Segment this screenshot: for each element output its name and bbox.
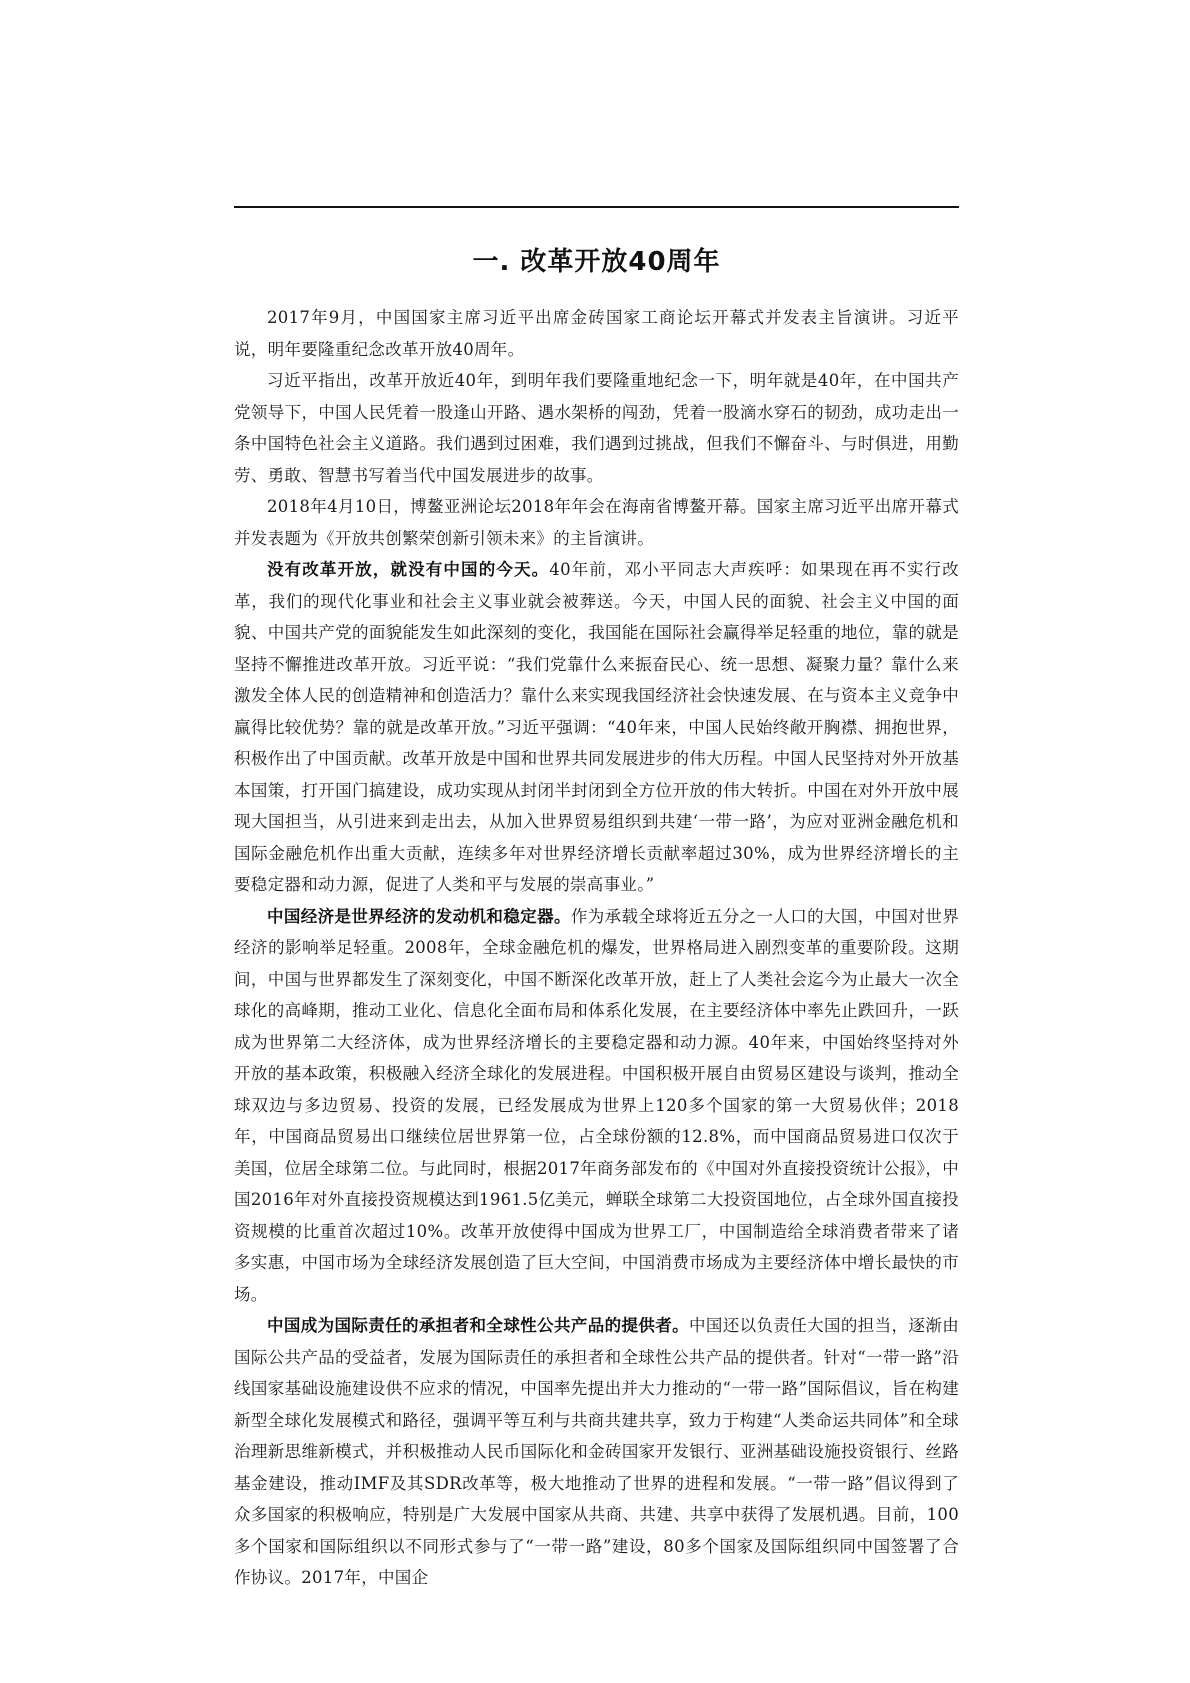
paragraph-lead-heading: 没有改革开放，就没有中国的今天。 [267,560,550,579]
section-title: 一. 改革开放40周年 [472,247,721,277]
paragraph-text: 40年前，邓小平同志大声疾呼：如果现在再不实行改革，我们的现代化事业和社会主义事业就会被葬送。今天，中国人民的面貌、社会主义中国的面貌、中国共产党的面貌能发生如此深刻的变化，我国能在国际社会赢得举足轻重的地位，靠的就是坚持不懈推进改革开放。习近平说：“我们党靠什么来振奋民心、统一思想、凝聚力量？靠什么来激发全体人民的创造精神和创造活力？靠什么来实现我国经济社会快速发展、在与资本主义竞争中赢得比较优势？靠的就是改革开放。”习近平强调：“40年来，中国人民始终敞开胸襟、拥抱世界，积极作出了中国贡献。改革开放是中国和世界共同发展进步的伟大历程。中国人民坚持对外开放基本国策，打开国门搞建设，成功实现从封闭半封闭到全方位开放的伟大转折。中国在对外开放中展现大国担当，从引进来到走出去，从加入世界贸易组织到共建‘一带一路’，为应对亚洲金融危机和国际金融危机作出重大贡献，连续多年对世界经济增长贡献率超过30%，成为世界经济增长的主要稳定器和动力源，促进了人类和平与发展的崇高事业。” [234,560,959,894]
header-rule [234,206,959,208]
paragraph-lead-heading: 中国成为国际责任的承担者和全球性公共产品的提供者。 [267,1316,689,1335]
document-body [234,242,959,1594]
paragraph-text: 2017年9月，中国国家主席习近平出席金砖国家工商论坛开幕式并发表主旨演讲。习近平说，明年要隆重纪念改革开放40周年。 [234,308,959,359]
paragraph-4 [234,554,959,901]
paragraph-3 [234,491,959,554]
paragraph-lead-heading: 中国经济是世界经济的发动机和稳定器。 [267,906,571,926]
paragraph-text: 中国还以负责任大国的担当，逐渐由国际公共产品的受益者，发展为国际责任的承担者和全球性公共产品的提供者。针对“一带一路”沿线国家基础设施建设供不应求的情况，中国率先提出并大力推动的“一带一路”国际倡议，旨在构建新型全球化发展模式和路径，强调平等互利与共商共建共享，致力于构建“人类命运共同体”和全球治理新思维新模式，并积极推动人民币国际化和金砖国家开发银行、亚洲基础设施投资银行、丝路基金建设，推动IMF及其SDR改革等，极大地推动了世界的进程和发展。“一带一路”倡议得到了众多国家的积极响应，特别是广大发展中国家从共商、共建、共享中获得了发展机遇。目前，100多个国家和国际组织以不同形式参与了“一带一路”建设，80多个国家及国际组织同中国签署了合作协议。2017年，中国企 [234,1316,959,1587]
paragraph-text: 作为承载全球将近五分之一人口的大国，中国对世界经济的影响举足轻重。2008年，全球金融危机的爆发，世界格局进入剧烈变革的重要阶段。这期间，中国与世界都发生了深刻变化，中国不断深化改革开放，赶上了人类社会迄今为止最大一次全球化的高峰期，推动工业化、信息化全面布局和体系化发展，在主要经济体中率先止跌回升，一跃成为世界第二大经济体，成为世界经济增长的主要稳定器和动力源。40年来，中国始终坚持对外开放的基本政策，积极融入经济全球化的发展进程。中国积极开展自由贸易区建设与谈判，推动全球双边与多边贸易、投资的发展，已经发展成为世界上120多个国家的第一大贸易伙伴；2018年，中国商品贸易出口继续位居世界第一位，占全球份额的12.8%，而中国商品贸易进口仅次于美国，位居全球第二位。与此同时，根据2017年商务部发布的《中国对外直接投资统计公报》，中国2016年对外直接投资规模达到1961.5亿美元，蝉联全球第二大投资国地位，占全球外国直接投资规模的比重首次超过10%。改革开放使得中国成为世界工厂，中国制造给全球消费者带来了诸多实惠，中国市场为全球经济发展创造了巨大空间，中国消费市场成为主要经济体中增长最快的市场。 [234,906,959,1304]
paragraph-text: 2018年4月10日，博鳌亚洲论坛2018年年会在海南省博鳌开幕。国家主席习近平出席开幕式并发表题为《开放共创繁荣创新引领未来》的主旨演讲。 [234,497,959,548]
paragraph-5 [234,901,959,1311]
paragraph-text: 习近平指出，改革开放近40年，到明年我们要隆重地纪念一下，明年就是40年，在中国共产党领导下，中国人民凭着一股逢山开路、遇水架桥的闯劲，凭着一股滴水穿石的韧劲，成功走出一条中国特色社会主义道路。我们遇到过困难，我们遇到过挑战，但我们不懈奋斗、与时俱进，用勤劳、勇敢、智慧书写着当代中国发展进步的故事。 [234,371,959,485]
paragraph-2 [234,365,959,491]
paragraph-6 [234,1310,959,1594]
paragraph-1 [234,302,959,365]
